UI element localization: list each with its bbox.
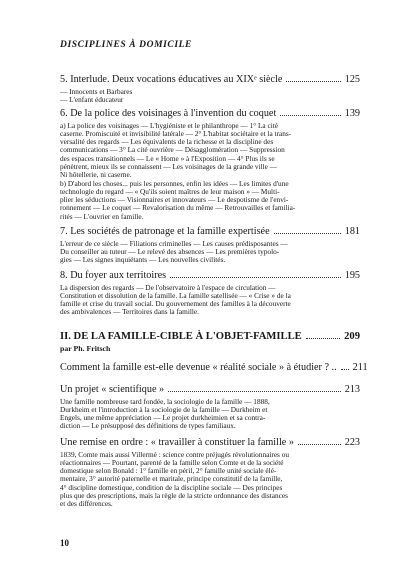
entry-title: Un projet « scientifique » [60, 384, 165, 395]
part-heading [60, 331, 360, 353]
entry-page: 223 [344, 437, 360, 448]
summary-line: Engels, une même appréciation — Le projet durkheimien et sa contra- [60, 413, 266, 423]
dot-leader [341, 369, 349, 370]
summary-line: — Innocents et Barbares [60, 86, 133, 96]
entry-title: 8. Du foyer aux territoires [60, 270, 167, 281]
entry-page: 211 [352, 362, 368, 373]
page-number: 10 [60, 538, 69, 548]
summary-line: ronnement — Le coquet — Revalorisation du même — Retrouvailles et familia- [60, 203, 296, 213]
entry-summary [60, 284, 360, 317]
toc-entry-8 [60, 270, 360, 317]
summary-line: Ni hôtellerie, ni caserne. [60, 170, 132, 180]
summary-line: versalité des regards — Les équivalents de la richesse et la discipline des [60, 137, 274, 147]
entry-summary [60, 398, 360, 431]
summary-line: pénètrent, mieux ils se connaissent — Les voisinages de la grande ville — [60, 161, 278, 171]
entry-title: 5. Interlude. Deux vocations éducatives au XIXᵉ siècle [60, 74, 283, 85]
entry-summary [60, 88, 360, 105]
summary-line: des espaces transitionnels — Le « Home » à l'Exposition — 4° Plus ils se [60, 153, 275, 163]
summary-line: Durkheim et l'introduction à la sociologie de la famille — Durkheim et [60, 404, 268, 414]
dot-leader [286, 81, 340, 82]
entry-page: 139 [344, 108, 360, 119]
summary-line: des ambivalences — Territoires dans la famille. [60, 307, 199, 317]
summary-line: technologie du regard — « Qu'ils soient maîtres de leur maison » — Multi- [60, 186, 280, 196]
dot-leader [306, 338, 340, 339]
toc-entry-remise [60, 437, 360, 509]
summary-line: communications — 3° La cité ouvrière — Désagglomération — Suppression [60, 145, 285, 155]
entry-summary [60, 122, 360, 222]
summary-line: diction — Le présupposé des définitions de types familiaux. [60, 421, 236, 431]
part-author: par Ph. Fritsch [60, 344, 111, 353]
part-page: 209 [344, 331, 360, 342]
toc-entry-study [60, 362, 368, 374]
summary-line: a) La police des voisinages — L'hygiéniste et le philanthrope — 1° La cité [60, 120, 279, 130]
summary-line: réactionnaires — Pourtant, parenté de la famille selon Comte et de la société [60, 457, 284, 467]
summary-line: mentaire, 3° autorité paternelle et maritale, principe constitutif de la famille, [60, 474, 283, 484]
summary-line: domestique selon Bonald : 1° famille en péril, 2° famille unité sociale élé- [60, 466, 277, 476]
entry-page: 195 [344, 270, 360, 281]
summary-line: plier les séductions — Visionnaires et innovateurs — Le despotisme de l'envi- [60, 195, 289, 205]
summary-line: caserne. Promiscuité et invisibilité latérale — 2° L'habitat sociétaire et la trans- [60, 128, 292, 138]
summary-line: L'erreur de ce siècle — Filiations criminelles — Les causes prédisposantes — [60, 238, 288, 248]
summary-line: Constitution et dissolution de la famille. La famille satellisée — « Crise » de la [60, 290, 291, 300]
toc-entry-5 [60, 74, 360, 104]
summary-line: b) D'abord les choses... puis les personnes, enfin les idées — Les limites d'une [60, 178, 289, 188]
toc-entry-6 [60, 108, 360, 221]
summary-line: — L'enfant éducateur [60, 94, 124, 104]
entry-summary [60, 240, 360, 265]
summary-line: Du conseiller au tuteur — Le relevé des absences — Les premières typolo- [60, 246, 280, 256]
entry-title: Comment la famille est-elle devenue « réalité sociale » à étudier ? .. [60, 362, 337, 373]
part-title: II. DE LA FAMILLE-CIBLE À L'OBJET-FAMILLE [60, 331, 302, 342]
summary-line: 1839, Comte mais aussi Villermé : science contre préjugés révolutionnaires ou [60, 449, 290, 459]
entry-page: 213 [344, 384, 360, 395]
entry-page: 181 [344, 226, 360, 237]
summary-line: gies — Les signes inquiétants — Les nouvelles civilités. [60, 255, 226, 265]
summary-line: et des différences. [60, 499, 113, 509]
toc-entry-projet [60, 384, 360, 431]
entry-summary [60, 451, 360, 509]
entry-title: 7. Les sociétés de patronage et la famille expertisée [60, 226, 270, 237]
toc-entry-7 [60, 226, 360, 264]
entry-page: 125 [344, 74, 360, 85]
summary-line: famille et crise du travail social. Du gouvernement des familles à la découverte [60, 299, 291, 309]
dot-leader [168, 391, 341, 392]
summary-line: plus que des prescriptions, mais la règle de la stricte ordonnance des distances [60, 490, 288, 500]
summary-line: La dispersion des regards — De l'observatoire à l'espace de circulation — [60, 282, 276, 292]
dot-leader [170, 277, 341, 278]
entry-title: Une remise en ordre : « travailler à constituer la famille » [60, 437, 294, 448]
summary-line: Une famille nombreuse tard fondée, la sociologie de la famille — 1888, [60, 396, 270, 406]
running-head: DISCIPLINES À DOMICILE [60, 40, 192, 50]
dot-leader [280, 115, 340, 116]
dot-leader [274, 233, 341, 234]
summary-line: rités — L'ouvrier en famille. [60, 211, 144, 221]
entry-title: 6. De la police des voisinages à l'invention du coquet [60, 108, 277, 119]
dot-leader [298, 444, 341, 445]
summary-line: 4° discipline domestique, condition de la discipline sociale — Des principes [60, 482, 283, 492]
